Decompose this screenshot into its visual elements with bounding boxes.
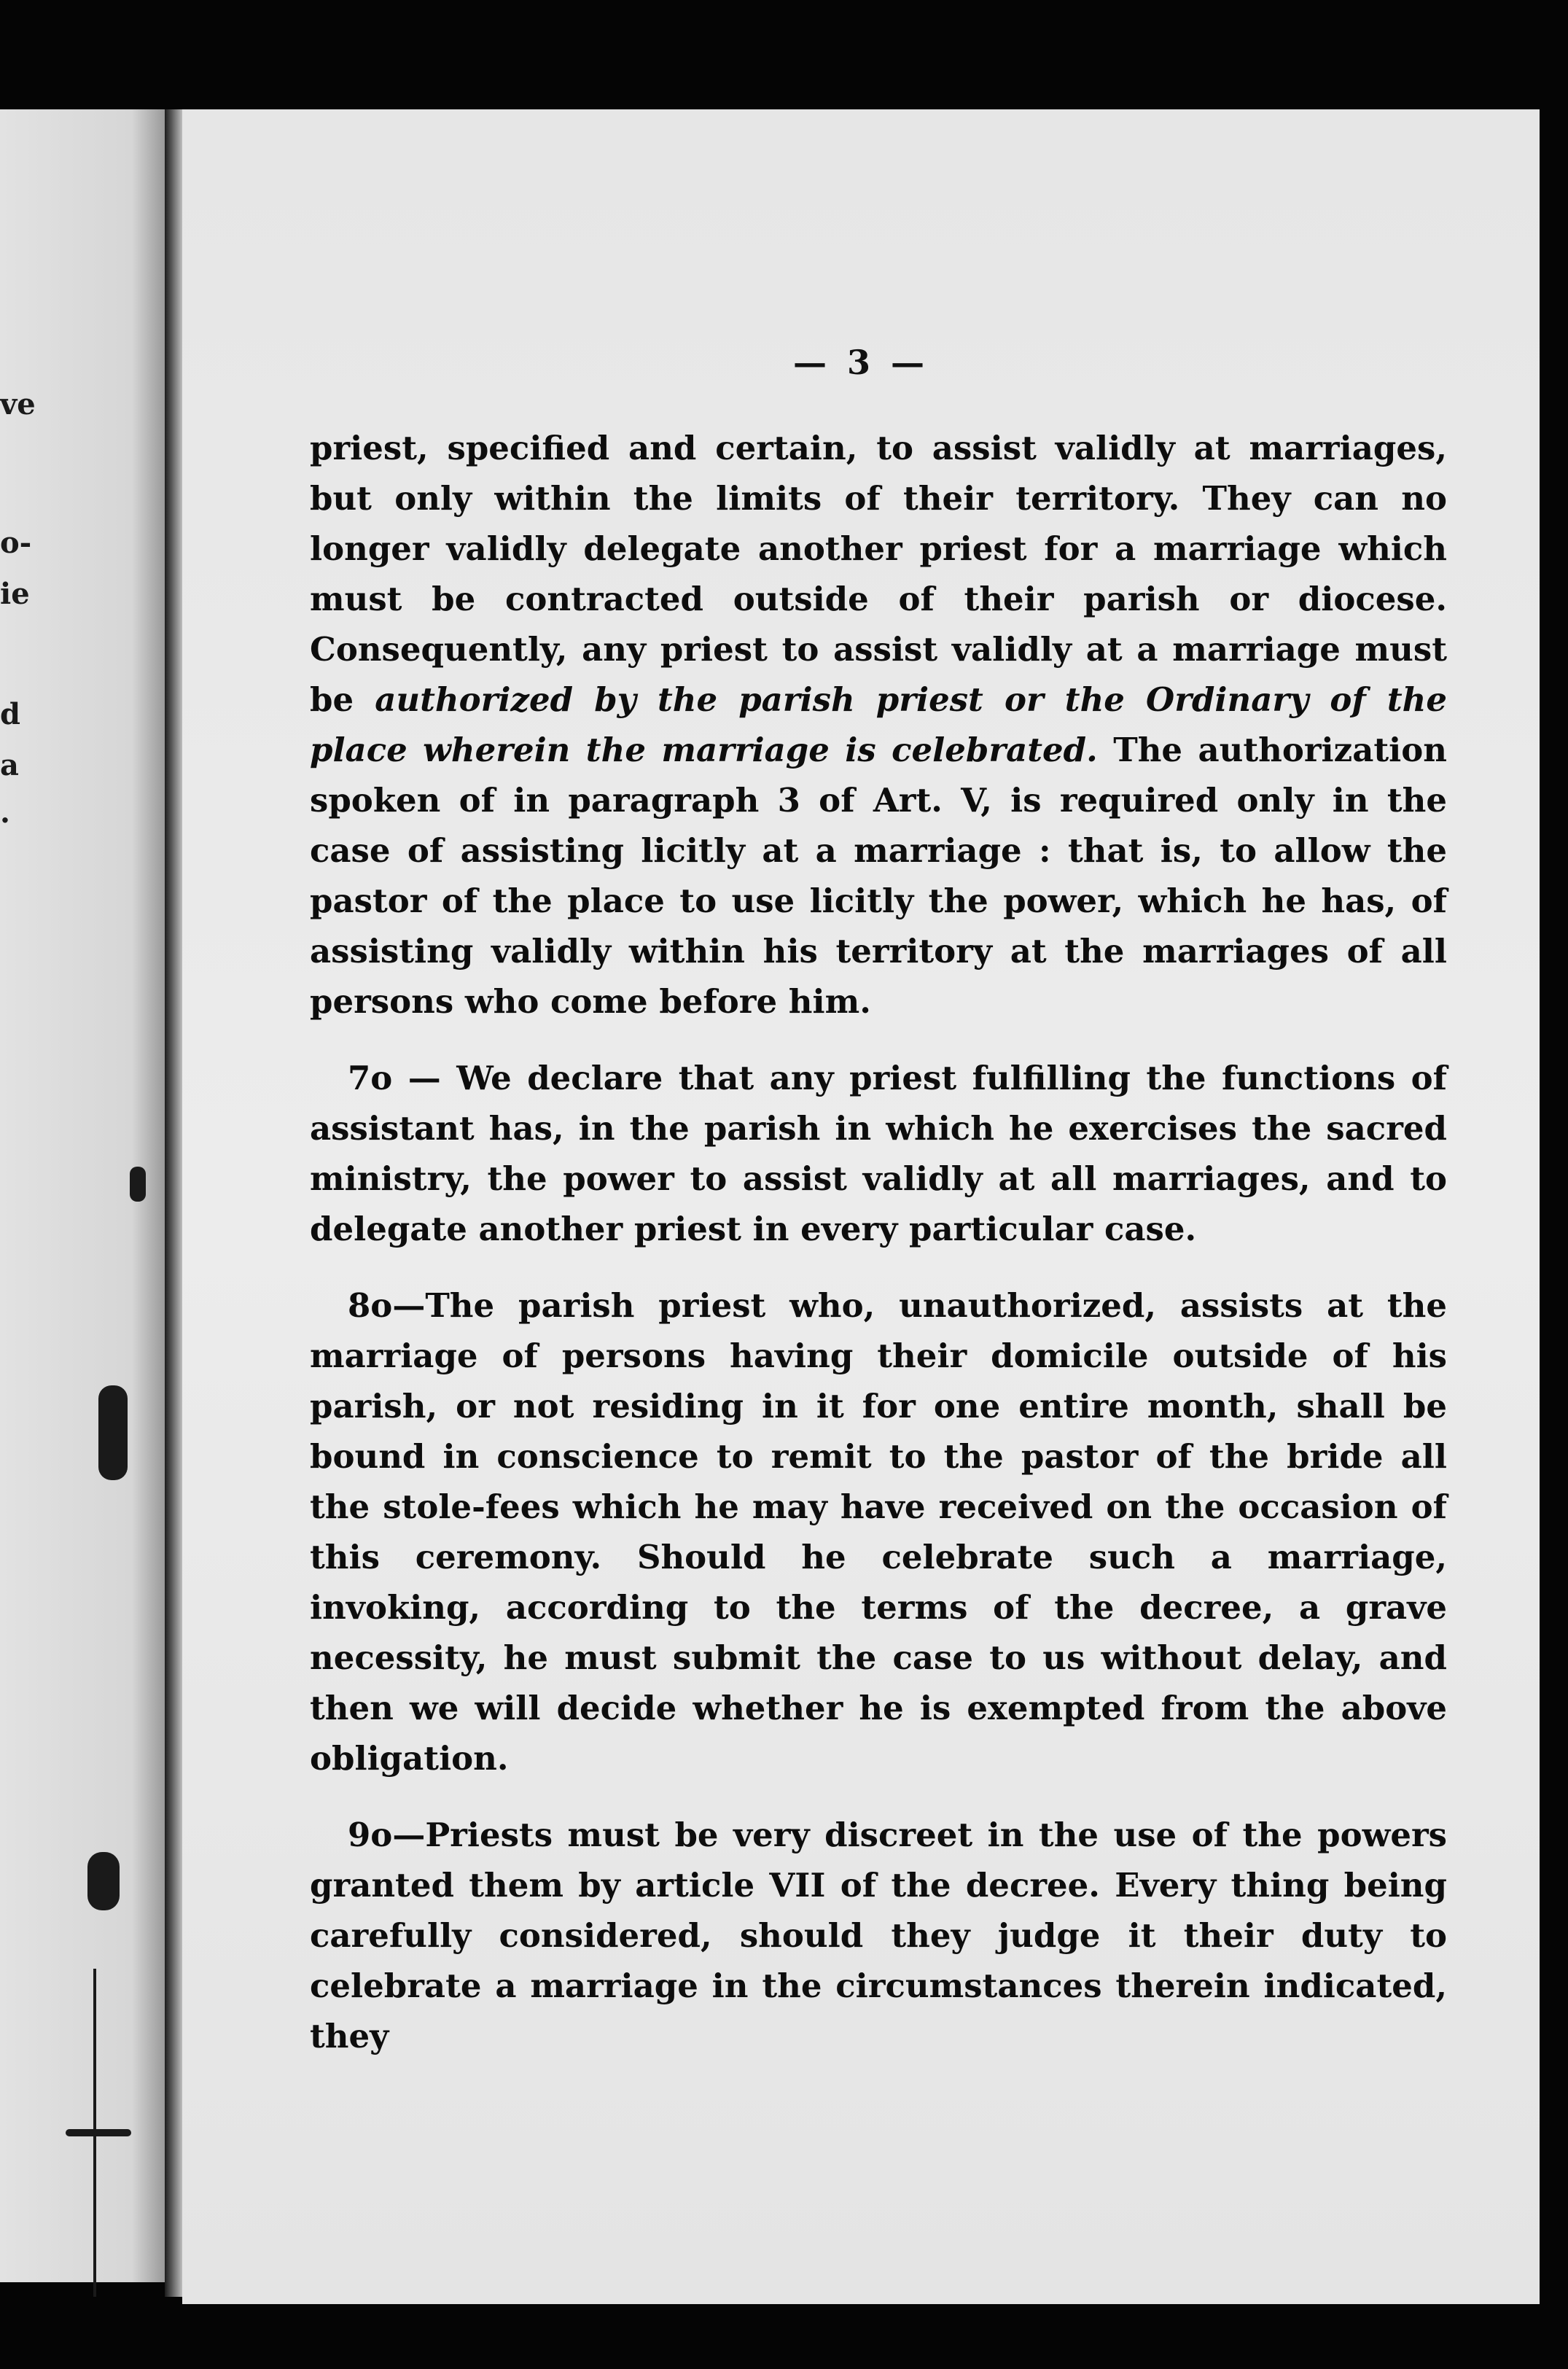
text-segment: priest, specified and certain, to assist validly at marriages, but only within the limits of their territory. They can no longer validly delegate another priest for a marriage which must be contracted outside of their parish or diocese. Consequently, any priest to assist validly at a marriage must be: [310, 429, 1447, 719]
text-segment: The authorization spoken of in paragraph 3 of Art. V, is required only in the case of assisting licitly at a marriage : that is, to allow the pastor of the place to use licitly the power, which he has, of assisting validly within his territory at the marriages of all persons who come before him.: [310, 731, 1447, 1021]
left-page-fragment: .: [0, 795, 10, 830]
italic-text-segment: authorized by the parish priest or the Ordinary of the place wherein the marriage is celebrated.: [310, 680, 1448, 769]
scan-border: [0, 2304, 1568, 2369]
paragraph: [310, 1280, 1447, 1783]
document-page: [182, 109, 1540, 2304]
left-page-fragment: ve: [0, 387, 36, 421]
binding-mark: [98, 1385, 128, 1480]
body-text: [310, 423, 1447, 2088]
text-segment: 9o—Priests must be very discreet in the use of the powers granted them by article VII of the decree. Every thing being carefully considered, should they judge it their duty to celebrate a marriage in the circumstances therein indicated, they: [310, 1816, 1447, 2055]
left-page-fragment: a: [0, 748, 19, 782]
paragraph: [310, 1810, 1447, 2061]
binding-mark: [66, 2129, 131, 2136]
paragraph: [310, 423, 1447, 1027]
text-segment: 8o—The parish priest who, unauthorized, assists at the marriage of persons having their domicile outside of his parish, or not residing in it for one entire month, shall be bound in conscience to remit to the pastor of the bride all the stole-fees which he may have received on the occasion of this ceremony. Should he celebrate such a marriage, invoking, according to the terms of the decree, a grave necessity, he must submit the case to us without delay, and then we will decide whether he is exempted from the above obligation.: [310, 1286, 1447, 1778]
binding-mark: [87, 1852, 120, 1910]
left-page-fragment: d: [0, 697, 20, 731]
left-page-fragment: ie: [0, 577, 30, 611]
paragraph: [310, 1053, 1447, 1254]
page-number: — 3 —: [792, 343, 929, 382]
binding-gutter: [165, 109, 182, 2297]
left-page-fragment: o-: [0, 526, 32, 560]
binding-mark: [130, 1167, 146, 1202]
text-segment: 7o — We declare that any priest fulfilling the functions of assistant has, in the parish in which he exercises the sacred ministry, the power to assist validly at all marriages, and to delegate another priest in every particular case.: [310, 1059, 1447, 1248]
